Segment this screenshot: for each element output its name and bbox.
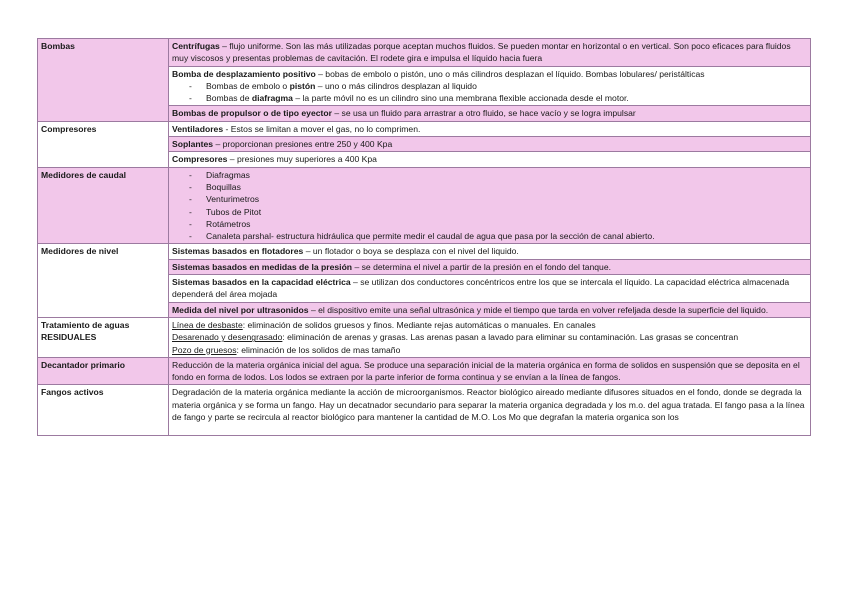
list-item: - Tubos de Pitot [189,206,262,217]
cell-centrifugas: Centrífugas – flujo uniforme. Son las más utilizadas porque aceptan muchos fluidos. Se pueden montar en horizontal o en vertical. Son poco eficaces para fluidos muy viscosos y presentas problemas de cavitación. El rodete gira e impulsa el líquido hacia fuera [169,39,811,67]
list-item: - Bombas de diafragma – la parte móvil no es un cilindro sino una membrana flexible accionada desde el motor. [189,93,629,104]
row-label-caudal: Medidores de caudal [38,167,169,244]
cell-desplazamiento: Bomba de desplazamiento positivo – bobas de embolo o pistón, uno o más cilindros desplazan el líquido. Bombas lobulares/ peristálticas - Bombas de embolo o pistón – uno o más cilindros desplazan al liquido - Bombas de diafragma – la parte móvil no es un cilindro sino una membrana flexible accionada desde el motor. [169,66,811,106]
list-item: - Diafragmas [189,169,250,180]
list-item: - Venturimetros [189,194,260,205]
cell-ultrasonidos: Medida del nivel por ultrasonidos – el dispositivo emite una señal ultrasónica y mide el tiempo que tarda en volver refeljada desde la superficie del liquido. [169,302,811,317]
table-row [38,357,811,385]
list-item: - Bombas de embolo o pistón – uno o más cilindros desplazan al liquido [189,80,477,91]
table-row [38,121,811,136]
cell-soplantes: Soplantes – proporcionan presiones entre 250 y 400 Kpa [169,137,811,152]
cell-presion: Sistemas basados en medidas de la presión – se determina el nivel a partir de la presión en el fondo del tanque. [169,259,811,274]
cell-propulsor: Bombas de propulsor o de tipo eyector – se usa un fluido para arrastrar a otro fluido, se hace vacío y se logra impulsar [169,106,811,121]
row-label-fangos: Fangos activos [38,385,169,436]
list-item: - Boquillas [189,181,241,192]
cell-tratamiento: Línea de desbaste: eliminación de solidos gruesos y finos. Mediante rejas automáticas o manuales. En canales Desarenado y desengrasado: eliminación de arenas y grasas. Las arenas pasan a lavado para eliminar su contaminación. Las grasas se concentran Pozo de gruesos: eliminación de los solidos de mas tamaño [169,317,811,357]
cell-flotadores: Sistemas basados en flotadores – un flotador o boya se desplaza con el nivel del liquido. [169,244,811,259]
cell-capacidad: Sistemas basados en la capacidad eléctrica – se utilizan dos conductores concéntricos entre los que se intercala el líquido. La capacidad eléctrica almacenada dependerá del área mojada [169,275,811,303]
row-label-compresores: Compresores [38,121,169,167]
row-label-decantador: Decantador primario [38,357,169,385]
list-item: - Canaleta parshal- estructura hidráulica que permite medir el caudal de agua que pasa por la sección de canal abierto. [189,231,655,242]
cell-compresores: Compresores – presiones muy superiores a 400 Kpa [169,152,811,167]
row-label-nivel: Medidores de nivel [38,244,169,317]
summary-table [37,38,811,436]
table-row [38,167,811,244]
table-row [38,39,811,67]
list-item: - Rotámetros [189,218,251,229]
cell-caudal [169,167,811,244]
cell-fangos: Degradación de la materia orgánica mediante la acción de microorganismos. Reactor biológico aireado mediante difusores situados en el fondo, donde se degrada la materia orgánica y se forma un fango. Hay un decatnador secundario para separar la materia organica degradada y los m.o. del agua tratada. El fango pasa a la línea de fango y parte se recircula al reactor biológico para mantener la cantidad de M.O. Los Mo que degrafan la materia organica son los [169,385,811,436]
cell-ventiladores: Ventiladores - Estos se limitan a mover el gas, no lo comprimen. [169,121,811,136]
row-label-bombas: Bombas [38,39,169,122]
row-label-tratamiento: Tratamiento de aguas RESIDUALES [38,317,169,357]
table-row [38,385,811,436]
table-row [38,317,811,357]
cell-decantador: Reducción de la materia orgánica inicial del agua. Se produce una separación inicial de la materia orgánica en forma de solidos en suspensión que se deposita en el fondo en forma de lodos. Los lodos se extraen por la parte inferior de forma continua y se envían a la línea de fangos. [169,357,811,385]
table-row [38,244,811,259]
